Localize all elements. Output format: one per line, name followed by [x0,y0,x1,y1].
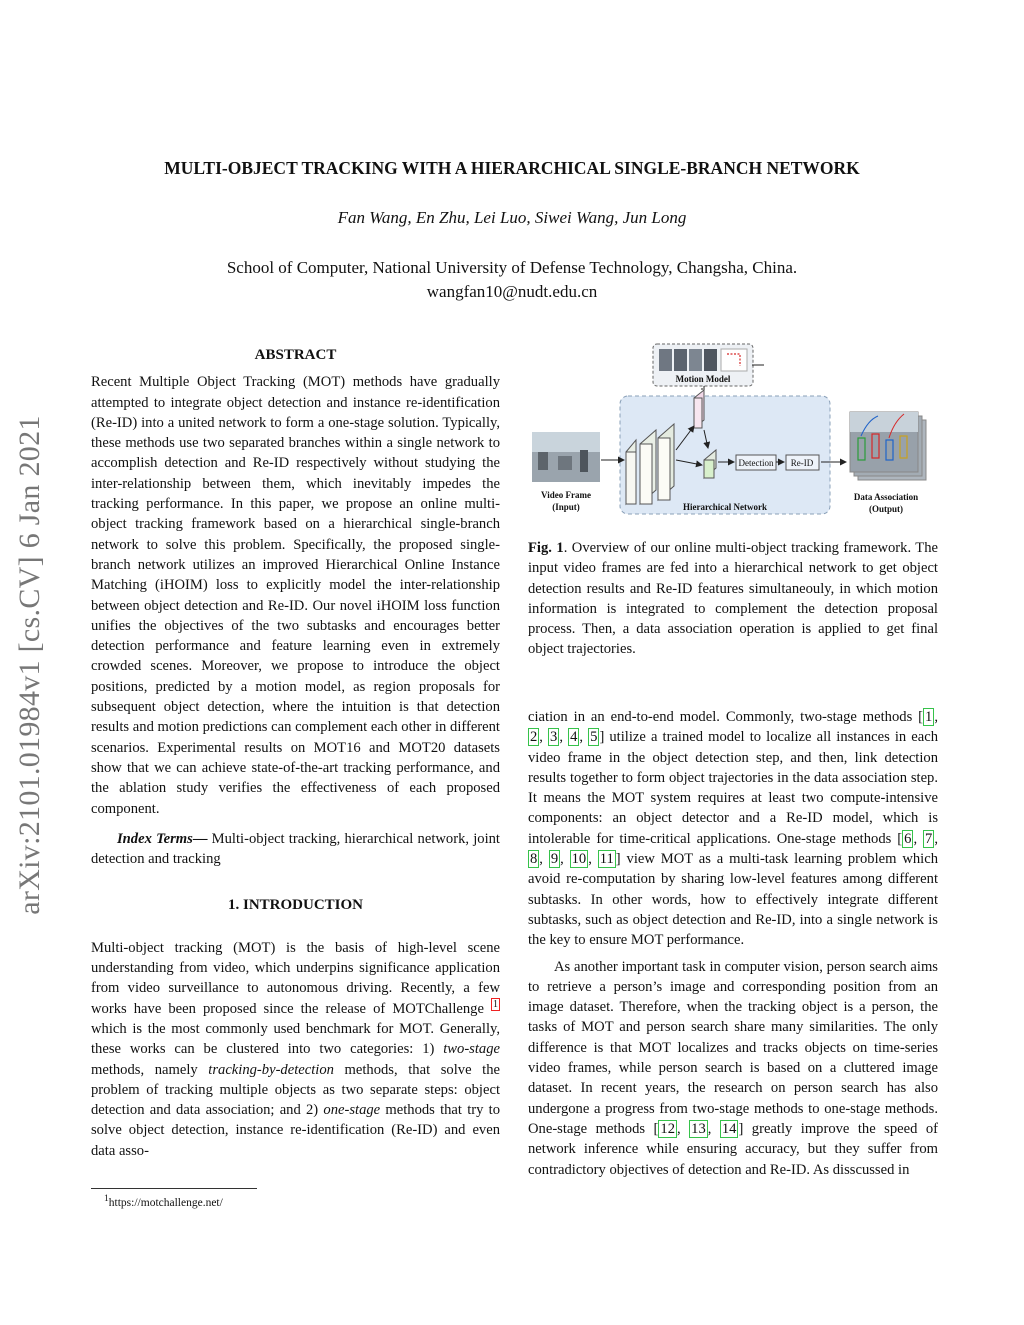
output-label: (Output) [868,504,904,514]
figure-label: Fig. 1 [528,540,564,556]
citation[interactable]: 6 [904,830,912,847]
index-terms-label: Index Terms [117,830,193,847]
citation[interactable]: 14 [721,1120,737,1137]
hierarchical-network-label: Hierarchical Network [682,502,768,512]
right-text-5: ] greatly improve the speed of network inference while ensuring accuracy, but they suffer from contradictory objectives of detection and Re-ID. As disscussed in [528,1120,939,1178]
footnote-url[interactable]: https://motchallenge.net/ [108,1196,223,1209]
hierarchical-network-panel [620,388,830,514]
intro-text-3: methods, namely [91,1061,209,1078]
reid-label: Re-ID [790,458,814,468]
figure-1-diagram [528,340,938,518]
intro-text-2: which is the most commonly used benchmark for MOT. Generally, these works can be clustered into two categories: 1) [91,1020,500,1058]
affiliation-block [0,256,1024,304]
figure-1 [528,340,938,518]
motion-model-box [653,344,753,386]
footnote-number: 1 [104,1193,109,1204]
intro-heading: 1. INTRODUCTION [227,897,363,914]
index-terms [91,829,500,870]
paper-authors: Fan Wang, En Zhu, Lei Luo, Siwei Wang, Jun Long [337,208,687,227]
index-terms-text: Multi-object tracking, hierarchical network, joint detection and tracking [91,830,500,868]
citation[interactable]: 13 [691,1120,706,1137]
citation[interactable]: 9 [550,851,559,868]
intro-text-5: methods that try to solve object detection, instance re-identification (Re-ID) and even data asso- [91,1102,500,1159]
intro-paragraph [91,938,500,1161]
right-column [528,707,938,1180]
right-paragraph-2: As another important task in computer vision, person search aims to retrieve a person’s image and corresponding position from an image dataset. Therefore, when the tracking object is a person, the tasks of MOT and person search share many similarities. The only difference is that MOT localizes and tracks objects on time-series video frames, while person search is based on a cluttered image dataset. In recent years, the research on person search has also undergone a progress from two-stage methods to one-stage methods. One-stage methods [ 12 , 13 , 14 ] greatly improve the speed of network inference while ensuring accuracy, but they suffer from contradictory objectives of detection and Re-ID. As disscussed in [528,958,939,1178]
detection-label: Detection [738,458,774,468]
citation[interactable]: 5 [590,729,598,746]
arxiv-identifier [12,370,48,960]
right-text-1: ciation in an end-to-end model. Commonly, two-stage methods [ [528,709,924,725]
footnote-rule [91,1188,257,1189]
input-label: (Input) [552,502,580,512]
citation[interactable]: 4 [570,729,578,746]
figure-caption-text: . Overview of our online multi-object tracking framework. The input video frames are fed into a hierarchical network to get object detection results and Re-ID features simultaneouly, in which motion information is integrated to complement the detection proposal process. Then, a data association operation is applied to get final object trajectories. [528,540,938,658]
abstract-heading: ABSTRACT [254,347,337,363]
arxiv-identifier-text: arXiv:2101.01984v1 [cs.CV] 6 Jan 2021 [13,415,46,915]
citation[interactable]: 2 [530,729,538,746]
abstract-text: Recent Multiple Object Tracking (MOT) methods have gradually attempted to integrate object detection and instance re-identification (Re-ID) into a united network to form a one-stage solution. Typically, these methods use two separated branches within a single network to accomplish detection and Re-ID respectively without studying the inter-relationship between them, which inevitably impedes the tracking performance. In this paper, we propose an online multi-object tracking framework based on a hierarchical single-branch network to solve this problem. Specifically, the proposed single-branch network utilizes an improved Hierarchical Online Instance Matching (iHOIM) loss to explicitly model the inter-relationship between object detection and Re-ID. Our novel iHOIM loss function unifies the objectives of the two subtasks and encourages better detection performance and feature learning even in extremely crowded scenes. Moreover, we propose to introduce the object positions, predicted by a motion model, as region proposals for subsequent object detection, where the intuition is that detection results and motion predictions can complement each other in different scenarios. Experimental results on MOT16 and MOT20 datasets show that we can achieve state-of-the-art tracking performance, and the ablation study verifies the effectiveness of each proposed component. [91,374,500,817]
intro-text-4: methods, that solve the problem of tracking multiple objects as two separate steps: object detection and data association; and 2) [91,1061,500,1119]
intro-two-stage: two-stage [443,1041,500,1058]
intro-text-1: Multi-object tracking (MOT) is the basis of high-level scene understanding from video, which underpins significance application from video surveillance to autonomous driving. Recently, a few works have been proposed since the release of MOTChallenge [91,939,500,1017]
right-text-4: As another important task in computer vision, person search aims to retrieve a person’s image and corresponding position from an image dataset. Therefore, when the tracking object is a person, the tasks of MOT and person search share many similarities. The only difference is that MOT localizes and tracks objects on time-series video frames, while person search is based on a cluttered image dataset. In recent years, the research on person search has also undergone a progress from two-stage methods to one-stage methods. One-stage methods [ [528,958,938,1137]
index-terms-dash: — [192,830,208,847]
citation[interactable]: 8 [530,851,538,868]
right-text-2: ] utilize a trained model to localize all instances in each video frame in the object detection step, and then, link detection results together to form object trajectories in the data association step. It means the MOT system requires at least two compute-intensive components: an object detector and a Re-ID model, which is intolerable for time-critical applications. One-stage methods [ [528,729,939,847]
citation[interactable]: 7 [925,830,933,847]
footnote-link[interactable]: 1 [493,998,498,1010]
figure-1-caption [528,538,938,660]
right-text-3: ] view MOT as a multi-task learning problem which avoid re-computation by sharing low-level features among different subtasks. In other words, how to effectively integrate different subtasks, such as object detection and Re-ID, into a single network is the key to ensure MOT performance. [528,851,939,949]
intro-tracking-by-detection: tracking-by-detection [208,1061,334,1078]
intro-one-stage: one-stage [323,1102,381,1119]
output-data-association [850,412,926,514]
data-association-label: Data Association [853,492,919,502]
footnote [104,1193,223,1209]
video-frame-label: Video Frame [541,490,591,500]
left-column [91,345,500,1161]
affiliation: School of Computer, National University of Defense Technology, Changsha, China. [226,258,798,277]
citation[interactable]: 11 [599,851,614,868]
citation[interactable]: 1 [925,709,933,725]
citation[interactable]: 12 [660,1120,676,1137]
citation[interactable]: 3 [550,729,558,746]
citation[interactable]: 10 [571,851,587,868]
right-paragraph-1: ciation in an end-to-end model. Commonly, two-stage methods [ 1 , 2 , 3 , 4 , 5 ] utilize a trained model to localize all instances in each video frame in the object detection step, and then, link detection results together to form object trajectories in the data association step. It means the MOT system requires at least two compute-intensive components: an object detector and a Re-ID model, which is intolerable for time-critical applications. One-stage methods [ 6 , 7 , 8 , 9 , 10 , 11 ] view MOT as a multi-task learning problem which avoid re-computation by sharing low-level features among different subtasks. In other words, how to effectively integrate different subtasks, such as object detection and Re-ID, into a single network is the key to ensure MOT performance. [528,709,939,949]
paper-title: MULTI-OBJECT TRACKING WITH A HIERARCHICAL SINGLE-BRANCH NETWORK [164,158,860,178]
motion-model-label: Motion Model [675,374,731,384]
email: wangfan10@nudt.edu.cn [426,282,598,301]
input-video-frame [532,432,600,512]
